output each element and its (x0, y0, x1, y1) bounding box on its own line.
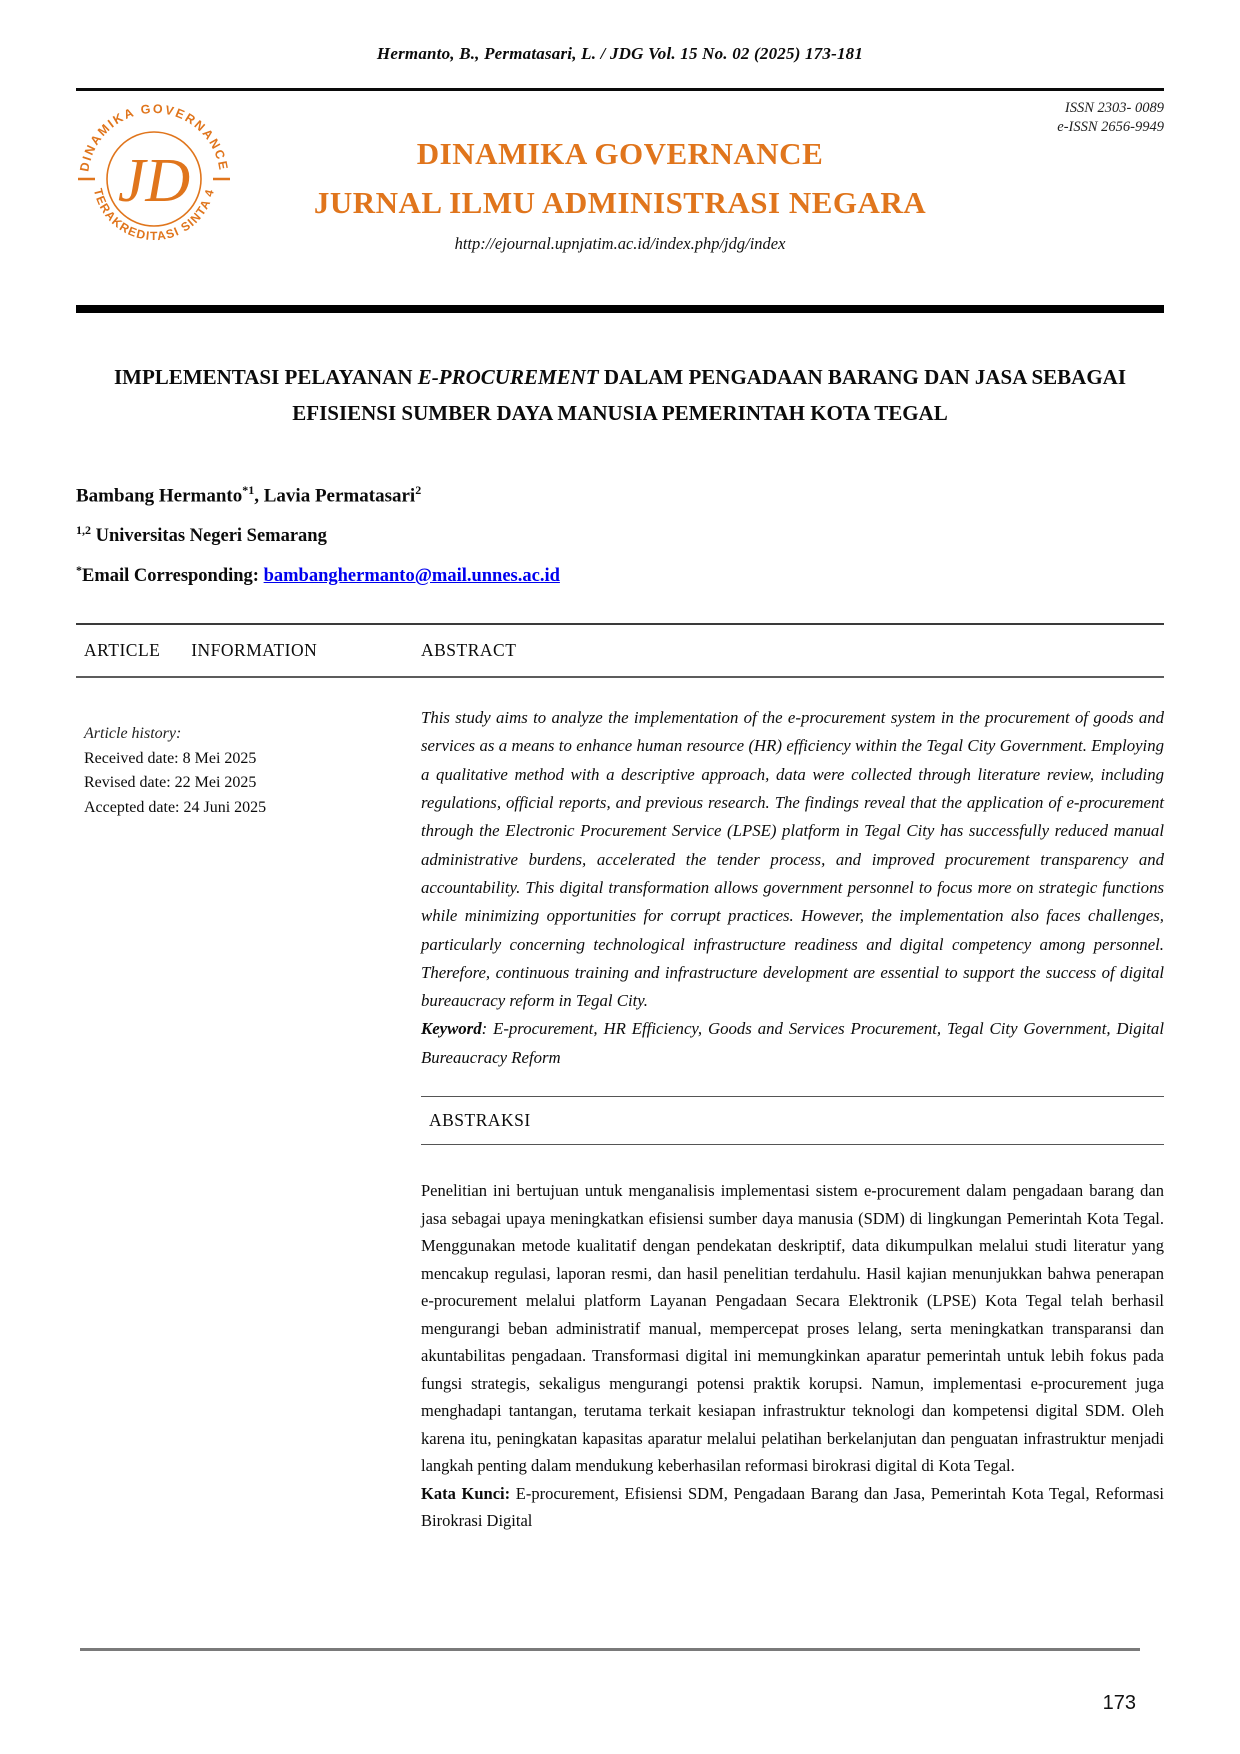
info-body-row (76, 678, 1164, 1534)
header-top-rule (76, 88, 1164, 91)
author-1-superscript: *1 (242, 482, 255, 497)
issn-electronic: e-ISSN 2656-9949 (1057, 118, 1164, 135)
author-1: Bambang Hermanto (76, 484, 243, 506)
article-title (110, 359, 1130, 431)
logo-monogram: JD (117, 146, 191, 215)
keywords-indonesian (421, 1480, 1164, 1535)
masthead-bottom-rule (76, 305, 1164, 313)
affiliation-line (76, 513, 1164, 553)
badge-top-text: DINAMIKA GOVERNANCE (78, 102, 230, 173)
info-header-row (76, 623, 1164, 678)
page-number: 173 (1102, 1692, 1136, 1714)
abstract-header: ABSTRACT (421, 640, 517, 661)
article-history-label: Article history: (84, 725, 182, 743)
article-info-section (76, 623, 1164, 1534)
authors-block (76, 473, 1164, 594)
article-title-part2: DALAM PENGADAAN BARANG DAN JASA SEBAGAI EFISIENSI SUMBER DAYA MANUSIA PEMERINTAH KOTA TEGAL (292, 364, 1126, 425)
journal-title-line1: DINAMIKA GOVERNANCE (416, 135, 824, 171)
email-label: Email Corresponding: (82, 566, 264, 587)
article-title-part1: IMPLEMENTASI PELAYANAN (113, 364, 418, 389)
affiliation-superscript: 1,2 (76, 522, 91, 537)
author-separator: , (254, 484, 264, 506)
abstract-indonesian-text: Penelitian ini bertujuan untuk menganalisis implementasi sistem e-procurement dalam pengadaan barang dan jasa sebagai upaya meningkatkan efisiensi sumber daya manusia (SDM) di lingkungan Pemerintah Kota Tegal. Menggunakan metode kualitatif dengan pendekatan deskriptif, data dikumpulkan melalui studi literatur yang mencakup regulasi, laporan resmi, dan hasil penelitian terdahulu. Hasil kajian menunjukkan bahwa penerapan e-procurement melalui platform Layanan Pengadaan Secara Elektronik (LPSE) Kota Tegal telah berhasil mengurangi beban administratif manual, mempercepat proses lelang, serta meningkatkan transparansi dan akuntabilitas pengadaan. Transformasi digital ini memungkinkan aparatur pemerintah untuk lebih fokus pada fungsi strategis, sekaligus mengurangi potensi praktik korupsi. Namun, implementasi e-procurement juga menghadapi tantangan, terutama terkait kesiapan infrastruktur teknologi dan kompetensi digital SDM. Oleh karena itu, peningkatan kapasitas aparatur melalui pelatihan berkelanjutan dan penguatan infrastruktur menjadi langkah penting dalam mendukung keberhasilan reformasi birokrasi digital di Kota Tegal. (421, 1181, 1164, 1475)
author-2: Lavia Permatasari (263, 484, 416, 506)
journal-title-line2: JURNAL ILMU ADMINISTRASI NEGARA (313, 184, 927, 220)
accepted-date: Accepted date: 24 Juni 2025 (84, 798, 267, 816)
abstract-column (421, 678, 1164, 1534)
page-bottom-rule (80, 1648, 1140, 1651)
kata-kunci-text: E-procurement, Efisiensi SDM, Pengadaan Barang dan Jasa, Pemerintah Kota Tegal, Reformasi Birokrasi Digital (421, 1483, 1165, 1530)
accreditation-badge-icon (78, 103, 230, 255)
article-information-header: ARTICLE INFORMATION (84, 640, 318, 661)
revised-date: Revised date: 22 Mei 2025 (84, 774, 257, 792)
article-title-italic: E-PROCUREMENT (417, 364, 599, 389)
affiliation: Universitas Negeri Semarang (91, 525, 327, 546)
journal-url: http://ejournal.upnjatim.ac.id/index.php/jdg/index (454, 233, 786, 253)
email-line (76, 553, 1164, 593)
keyword-label: Keyword (421, 1019, 482, 1039)
article-history (76, 678, 421, 1534)
authors-line (76, 473, 1164, 513)
journal-logo (78, 103, 230, 255)
issn-block (1057, 99, 1164, 137)
issn-print: ISSN 2303- 0089 (1064, 99, 1164, 116)
corresponding-email-link[interactable]: bambanghermanto@mail.unnes.ac.id (263, 566, 560, 587)
received-date: Received date: 8 Mei 2025 (84, 749, 257, 767)
journal-masthead (76, 95, 1164, 295)
kata-kunci-label: Kata Kunci: (421, 1483, 511, 1503)
journal-title (76, 95, 1164, 227)
badge-bottom-text: TERAKREDITASI SINTA 4 (90, 186, 218, 243)
email-superscript: * (76, 562, 82, 577)
abstraksi-header: ABSTRAKSI (421, 1096, 1164, 1145)
keyword-text: : E-procurement, HR Efficiency, Goods and Services Procurement, Tegal City Government, Digital Bureaucracy Reform (421, 1019, 1164, 1067)
keywords-english (421, 1015, 1164, 1072)
author-2-superscript: 2 (415, 482, 422, 497)
running-head: Hermanto, B., Permatasari, L. / JDG Vol. 15 No. 02 (2025) 173-181 (376, 44, 864, 63)
abstract-english-text: This study aims to analyze the implementation of the e-procurement system in the procurement of goods and services as a means to enhance human resource (HR) efficiency within the Tegal City Government. Employing a qualitative method with a descriptive approach, data were collected through literature review, including regulations, official reports, and previous research. The findings reveal that the application of e-procurement through the Electronic Procurement Service (LPSE) platform in Tegal City has successfully reduced manual administrative burdens, accelerated the tender process, and improved procurement transparency and accountability. This digital transformation allows government personnel to focus more on strategic functions while minimizing opportunities for corrupt practices. However, the implementation also faces challenges, particularly concerning technological infrastructure readiness and digital competency among personnel. Therefore, continuous training and infrastructure development are essential to support the success of digital bureaucracy reform in Tegal City. (421, 708, 1164, 1011)
